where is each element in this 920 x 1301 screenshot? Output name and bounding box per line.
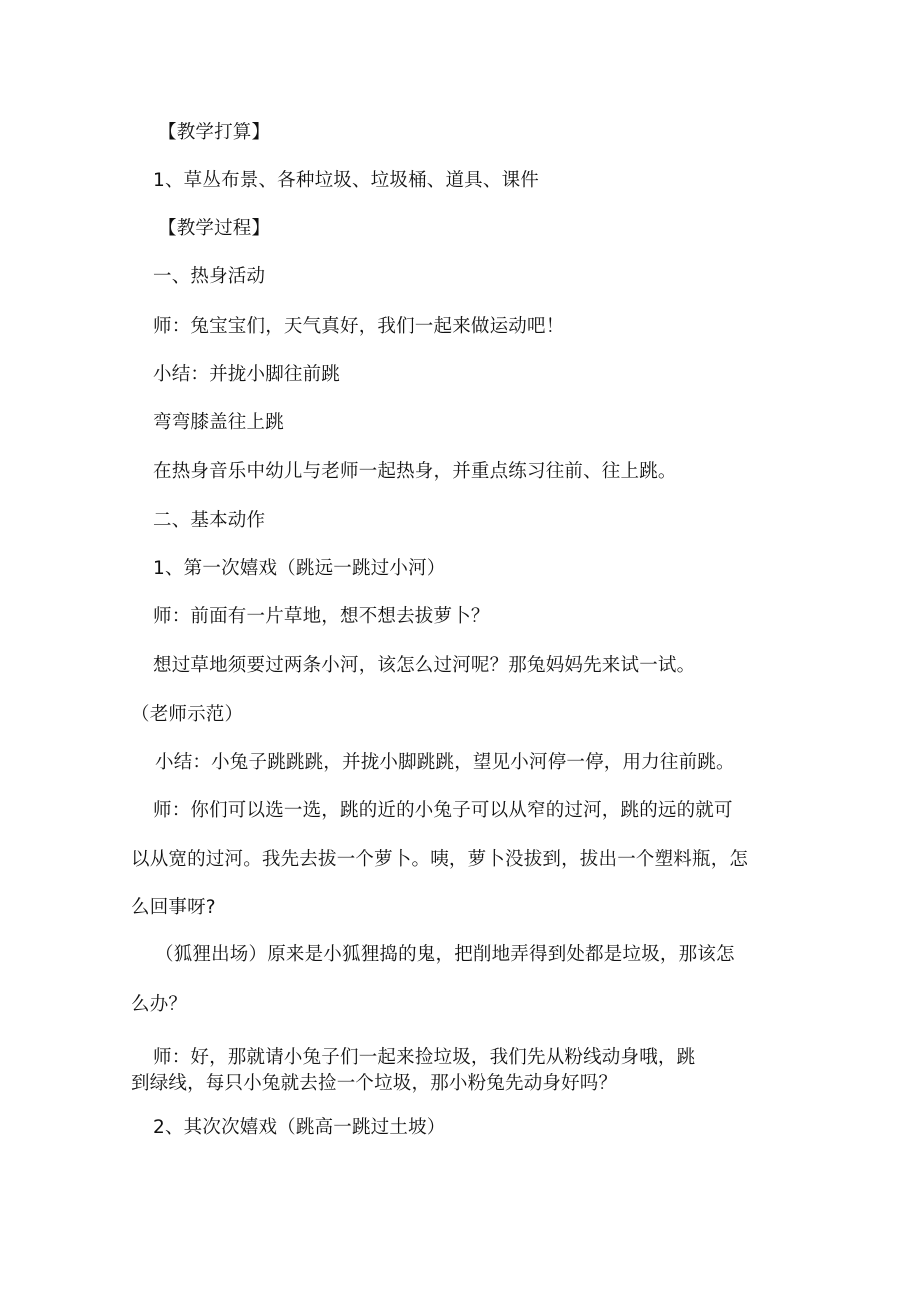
paragraph-fox-line1: （狐狸出场）原来是小狐狸捣的鬼，把削地弄得到处都是垃圾，那该怎 xyxy=(155,944,735,965)
section-heading-process: 【教学过程】 xyxy=(158,218,271,239)
paragraph-fox-line2: 么办？ xyxy=(131,994,188,1015)
paragraph-teacher-greeting: 师：兔宝宝们，天气真好，我们一起来做运动吧！ xyxy=(153,316,565,337)
paragraph-summary-river: 小结：小兔子跳跳跳，并拢小脚跳跳，望见小河停一停，用力往前跳。 xyxy=(155,752,735,773)
part-two-heading: 二、基本动作 xyxy=(153,510,266,531)
paragraph-cross-river: 想过草地须要过两条小河，该怎么过河呢？那兔妈妈先来试一试。 xyxy=(153,655,696,676)
paragraph-choose-river-line3: 么回事呀? xyxy=(131,897,216,918)
game-two-heading: 2、其次次嬉戏（跳高一跳过土坡） xyxy=(153,1117,446,1138)
paragraph-grassland-question: 师：前面有一片草地，想不想去拔萝卜？ xyxy=(153,606,490,627)
paragraph-teacher-demo: （老师示范） xyxy=(131,704,244,725)
part-one-heading: 一、热身活动 xyxy=(153,266,266,287)
paragraph-pick-garbage-line2: 到绿线，每只小兔就去捡一个垃圾，那小粉兔先动身好吗？ xyxy=(131,1073,618,1094)
preparation-item-1: 1、草丛布景、各种垃圾、垃圾桶、道具、课件 xyxy=(153,170,539,191)
paragraph-choose-river-line1: 师：你们可以选一选，跳的近的小兔子可以从窄的过河，跳的远的就可 xyxy=(153,800,733,821)
paragraph-summary-forward-jump: 小结：并拢小脚往前跳 xyxy=(153,364,341,385)
section-heading-preparation: 【教学打算】 xyxy=(158,122,271,143)
paragraph-warmup-music: 在热身音乐中幼儿与老师一起热身，并重点练习往前、往上跳。 xyxy=(153,461,677,482)
paragraph-pick-garbage-line1: 师：好，那就请小兔子们一起来捡垃圾，我们先从粉线动身哦，跳 xyxy=(153,1047,696,1068)
paragraph-choose-river-line2: 以从宽的过河。我先去拔一个萝卜。咦，萝卜没拔到，拔出一个塑料瓶，怎 xyxy=(131,849,749,870)
paragraph-upward-jump: 弯弯膝盖往上跳 xyxy=(153,412,284,433)
game-one-heading: 1、第一次嬉戏（跳远一跳过小河） xyxy=(153,558,446,579)
